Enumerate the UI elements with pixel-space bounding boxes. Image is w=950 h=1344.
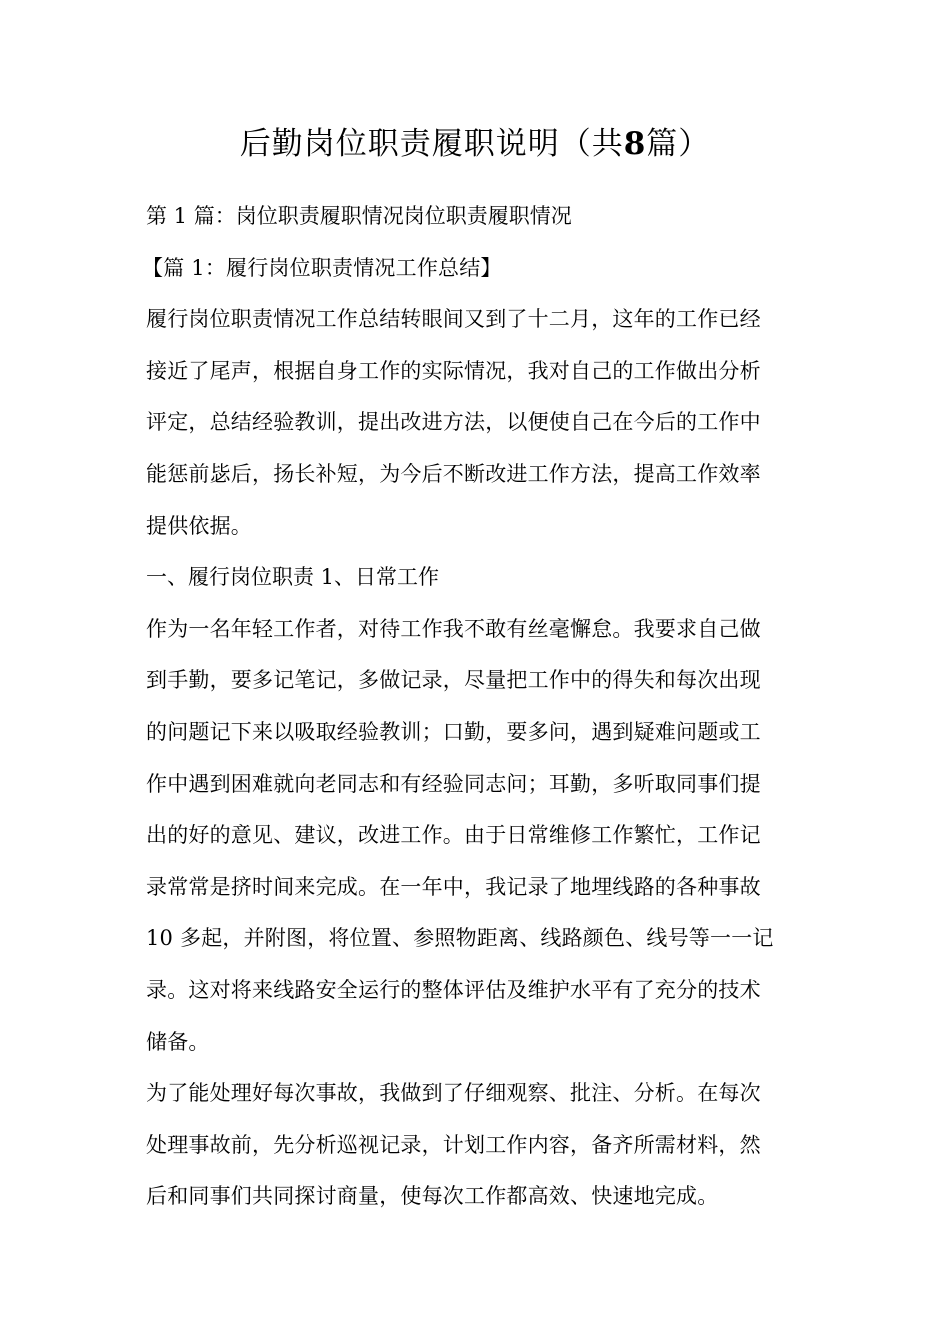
body-line: 录。这对将来线路安全运行的整体评估及维护水平有了充分的技术 (146, 977, 761, 1002)
body-line: 10 多起，并附图，将位置、参照物距离、线路颜色、线号等一一记 (146, 926, 774, 951)
body-line: 提供依据。 (146, 513, 252, 538)
article-heading: 【篇 1：履行岗位职责情况工作总结】 (142, 255, 502, 280)
body-line: 处理事故前，先分析巡视记录，计划工作内容，备齐所需材料，然 (146, 1132, 761, 1157)
body-line: 能惩前毖后，扬长补短，为今后不断改进工作方法，提高工作效率 (146, 461, 761, 486)
body-line: 后和同事们共同探讨商量，使每次工作都高效、快速地完成。 (146, 1184, 719, 1209)
body-line: 作为一名年轻工作者，对待工作我不敢有丝毫懈怠。我要求自己做 (146, 616, 761, 641)
body-line: 录常常是挤时间来完成。在一年中，我记录了地埋线路的各种事故 (146, 874, 761, 899)
document-body (142, 191, 806, 1223)
title-number: 8 (623, 126, 647, 162)
body-line: 履行岗位职责情况工作总结转眼间又到了十二月，这年的工作已经 (146, 307, 761, 332)
title-suffix: 篇） (646, 126, 711, 162)
body-line: 作中遇到困难就向老同志和有经验同志问；耳勤，多听取同事们提 (146, 771, 761, 796)
document-title (0, 120, 950, 168)
section-heading: 第 1 篇：岗位职责履职情况岗位职责履职情况 (146, 204, 572, 228)
subsection-heading: 一、履行岗位职责 1、日常工作 (146, 565, 440, 590)
body-line: 出的好的意见、建议，改进工作。由于日常维修工作繁忙，工作记 (146, 823, 761, 848)
body-line: 接近了尾声，根据自身工作的实际情况，我对自己的工作做出分析 (146, 358, 761, 383)
body-line: 的问题记下来以吸取经验教训；口勤，要多问，遇到疑难问题或工 (146, 719, 761, 744)
body-line: 为了能处理好每次事故，我做到了仔细观察、批注、分析。在每次 (146, 1081, 761, 1106)
title-prefix: 后勤岗位职责履职说明（共 (239, 126, 624, 162)
body-line: 到手勤，要多记笔记，多做记录，尽量把工作中的得失和每次出现 (146, 668, 761, 693)
body-line: 评定，总结经验教训，提出改进方法，以便使自己在今后的工作中 (146, 410, 761, 435)
body-line: 储备。 (146, 1029, 210, 1054)
